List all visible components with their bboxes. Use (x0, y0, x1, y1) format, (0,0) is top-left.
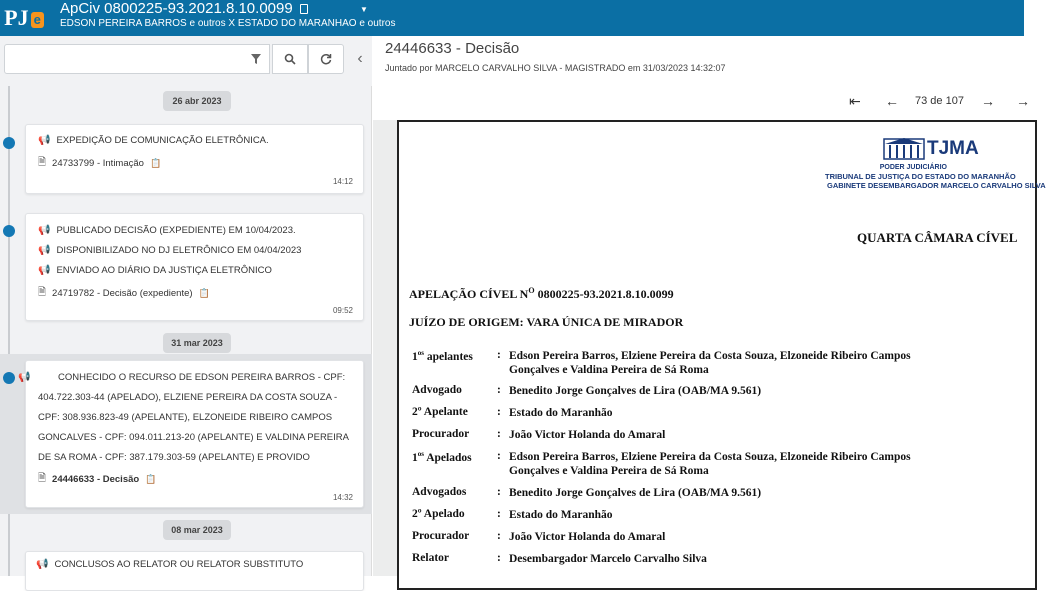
timeline-dot (3, 372, 15, 384)
event-text: DISPONIBILIZADO NO DJ ELETRÔNICO EM 04/04/2023 (56, 245, 302, 256)
party-colon: : (497, 428, 501, 440)
party-label: $1^{os}$ Apelados (412, 450, 472, 464)
megaphone-icon: 📢 (38, 225, 51, 236)
party-label: Advogado (412, 384, 462, 396)
party-value: Edson Pereira Barros, Elziene Pereira da Costa Souza, Elzoneide Ribeiro Campos Gonçalves e Valdina Pereira de Sá Roma (509, 350, 911, 376)
party-value: João Victor Holanda do Amaral (509, 429, 666, 441)
event-text: ENVIADO AO DIÁRIO DA JUSTIÇA ELETRÔNICO (56, 265, 272, 276)
party-value: Benedito Jorge Gonçalves de Lira (OAB/MA 9.561) (509, 487, 762, 499)
date-badge: 26 abr 2023 (163, 91, 231, 111)
clipboard-icon[interactable] (300, 4, 308, 14)
party-value: Edson Pereira Barros, Elziene Pereira da Costa Souza, Elzoneide Ribeiro Campos Gonçalves e Valdina Pereira de Sá Roma (509, 451, 911, 477)
appeal-sup: O (528, 286, 535, 295)
party-value: Benedito Jorge Gonçalves de Lira (OAB/MA 9.561) (509, 385, 762, 397)
party-label: 2º Apelante (412, 406, 468, 418)
document-icon: 🗎 (38, 473, 47, 484)
clipboard-icon[interactable]: 📋 (149, 158, 162, 168)
court-line-3: GABINETE DESEMBARGADOR MARCELO CARVALHO SILVA (827, 181, 1046, 190)
megaphone-icon: 📢 (38, 265, 51, 276)
megaphone-icon: 📢 (38, 135, 51, 146)
last-page-icon[interactable]: → (1016, 93, 1030, 109)
party-label: 2º Apelado (412, 508, 465, 520)
megaphone-icon: 📢 (38, 245, 51, 256)
event-time: 09:52 (332, 306, 353, 315)
court-line-2: TRIBUNAL DE JUSTIÇA DO ESTADO DO MARANHÃO (825, 172, 1016, 181)
event-time: 14:32 (332, 493, 353, 502)
arrow-left-icon[interactable]: ← (885, 93, 899, 109)
timeline-event-card[interactable] (25, 213, 364, 321)
court-line-1: PODER JUDICIÁRIO (879, 164, 947, 171)
filter-icon[interactable] (238, 44, 274, 74)
document-link[interactable]: 24733799 - Intimação (52, 158, 144, 169)
party-colon: : (497, 406, 501, 418)
caret-down-icon[interactable]: ▼ (360, 5, 368, 14)
process-parties: EDSON PEREIRA BARROS e outros X ESTADO DO MARANHAO e outros (60, 18, 396, 29)
party-value: Estado do Maranhão (509, 509, 613, 521)
logo-p-text: PJ (4, 5, 29, 30)
party-colon: : (497, 384, 501, 396)
page-info: 73 de 107 (915, 95, 964, 107)
appeal-prefix: APELAÇÃO CÍVEL N (409, 287, 529, 301)
event-text: EXPEDIÇÃO DE COMUNICAÇÃO ELETRÔNICA. (56, 135, 269, 146)
timeline-event-card[interactable] (25, 551, 364, 591)
first-page-icon[interactable]: ⇤ (849, 93, 861, 109)
document-panel (373, 36, 1046, 576)
document-icon: 🗎 (38, 287, 47, 298)
document-meta: Juntado por MARCELO CARVALHO SILVA - MAGISTRADO em 31/03/2023 14:32:07 (385, 63, 726, 73)
search-icon (284, 53, 296, 65)
timeline-panel (0, 36, 372, 576)
party-colon: : (497, 508, 501, 520)
refresh-button[interactable] (308, 44, 344, 74)
timeline-event-card-selected[interactable] (18, 360, 364, 508)
event-text: CONCLUSOS AO RELATOR OU RELATOR SUBSTITUTO (54, 559, 304, 570)
search-input[interactable] (4, 44, 270, 74)
document-link[interactable]: 24719782 - Decisão (expediente) (52, 288, 193, 299)
event-text: PUBLICADO DECISÃO (EXPEDIENTE) EM 10/04/2023. (56, 225, 296, 236)
timeline-dot (3, 137, 15, 149)
search-button[interactable] (272, 44, 308, 74)
party-colon: : (497, 552, 501, 564)
logo-e-text: e (31, 12, 44, 28)
party-value: João Victor Holanda do Amaral (509, 531, 666, 543)
top-header (0, 0, 1024, 36)
party-label: Relator (412, 552, 450, 564)
date-badge: 08 mar 2023 (163, 520, 231, 540)
timeline-event-card[interactable] (25, 124, 364, 194)
chevron-left-icon[interactable]: ‹ (357, 50, 363, 67)
event-text: CONHECIDO O RECURSO DE EDSON PEREIRA BARROS - CPF: 404.722.303-44 (APELADO), ELZIENE PEREIRA DA COSTA SOUZA - CPF: 308.936.823-49 (APELANTE), ELZONEIDE RIBEIRO CAMPOS GONCALVES - CPF: 094.011.213-20 (APELANTE) E VALDINA PEREIRA DE SA ROMA - CPF: 387.179.303-59 (APELANTE) E PROVIDO (38, 372, 349, 463)
event-time: 14:12 (332, 177, 353, 186)
clipboard-icon[interactable]: 📋 (198, 288, 210, 298)
clipboard-icon[interactable]: 📋 (145, 474, 157, 484)
tjma-logo-text: TJMA (927, 138, 979, 159)
party-label: Procurador (412, 428, 470, 440)
event-text-wrap (18, 368, 358, 468)
party-value: Estado do Maranhão (509, 407, 613, 419)
document-icon: 🗎 (38, 157, 47, 168)
party-colon: : (497, 530, 501, 542)
party-label: Procurador (412, 530, 470, 542)
party-value: Desembargador Marcelo Carvalho Silva (509, 553, 707, 565)
party-colon: : (497, 450, 501, 462)
date-badge: 31 mar 2023 (163, 333, 231, 353)
party-colon: : (497, 486, 501, 498)
pje-logo[interactable] (0, 0, 48, 36)
document-title: 24446633 - Decisão (385, 40, 520, 57)
party-colon: : (497, 349, 501, 361)
document-link[interactable]: 24446633 - Decisão (52, 474, 140, 485)
timeline-toolbar (0, 36, 372, 86)
origin-court: JUÍZO DE ORIGEM: VARA ÚNICA DE MIRADOR (409, 315, 684, 329)
pdf-viewer[interactable] (373, 120, 1046, 576)
appeal-number-value: 0800225-93.2021.8.10.0099 (537, 287, 674, 301)
process-title[interactable] (60, 0, 308, 17)
tjma-logo (883, 136, 987, 162)
party-label: Advogados (412, 486, 467, 498)
timeline-dot (3, 225, 15, 237)
document-page (397, 120, 1046, 590)
chamber-title: QUARTA CÂMARA CÍVEL (857, 230, 1018, 245)
party-label: $1^{os}$ apelantes (412, 349, 473, 363)
process-number: ApCiv 0800225-93.2021.8.10.0099 (60, 0, 293, 17)
megaphone-icon: 📢 (18, 372, 31, 383)
megaphone-icon: 📢 (36, 559, 49, 570)
appeal-number (409, 286, 674, 302)
arrow-right-icon[interactable]: → (981, 93, 995, 109)
refresh-icon (320, 53, 332, 65)
